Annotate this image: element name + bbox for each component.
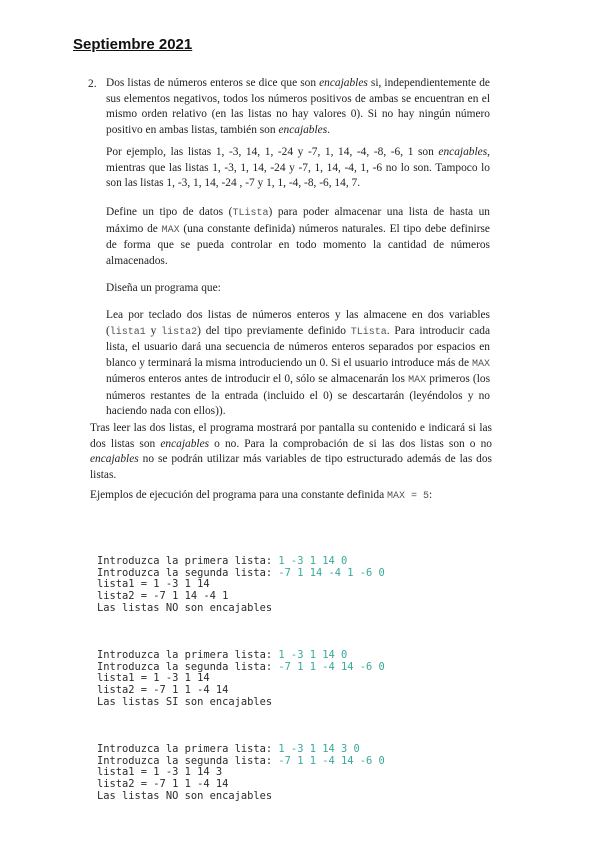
paragraph-definition: Dos listas de números enteros se dice que son encajables si, independientemente de sus elementos negativos, todos los números positivos de ambas se encuentran en el mismo orden relativo (en las listas no hay valores 0). Si no hay ningún número positivo en ambas listas, también son encajables. [106,77,490,136]
paragraph-design: Diseña un programa que: [106,282,221,294]
page-title: Septiembre 2021 [73,36,193,53]
example-run-2: Introduzca la primera lista: 1 -3 1 14 0 Introduzca la segunda lista: -7 1 1 -4 14 -6 0 lista1 = 1 -3 1 14 lista2 = -7 1 1 -4 14 Las listas SI son encajables [97,649,385,708]
paragraph-read-lists: Lea por teclado dos listas de números enteros y las almacene en dos variables (lista1 y lista2) del tipo previamente definido TLista. Para introducir cada lista, el usuario dará una secuencia de números enteros separados por espacios en blanco y terminará la misma introduciendo un 0. Si el usuario introduce más de MAX números enteros antes de introducir el 0, sólo se almacenarán los MAX primeros (los números restantes de la entrada (incluido el 0) se descartarán (leyéndolos y no haciendo nada con ellos)). [106,309,491,417]
paragraph-example: Por ejemplo, las listas 1, -3, 14, 1, -24 y -7, 1, 14, -4, -8, -6, 1 son encajables, mientras que las listas 1, -3, 1, 14, -24 y -7, 1, 14, -4, 1, -6 no lo son. Tampoco lo son las listas 1, -3, 1, 14, -24 , -7 y 1, 1, -4, -8, -6, 14, 7. [106,146,490,189]
paragraph-type-definition: Define un tipo de datos (TLista) para poder almacenar una lista de hasta un máximo de MAX (una constante definida) números naturales. El tipo debe definirse de forma que se pueda controlar en todo momento la cantidad de números almacenados. [106,206,490,267]
paragraph-examples-intro: Ejemplos de ejecución del programa para una constante definida MAX = 5: [90,489,433,502]
example-run-1: Introduzca la primera lista: 1 -3 1 14 0 Introduzca la segunda lista: -7 1 14 -4 1 -6 0 lista1 = 1 -3 1 14 lista2 = -7 1 14 -4 1 Las listas NO son encajables [97,555,385,614]
example-run-3: Introduzca la primera lista: 1 -3 1 14 3 0 Introduzca la segunda lista: -7 1 1 -4 14 -6 0 lista1 = 1 -3 1 14 3 lista2 = -7 1 1 -4 14 Las listas NO son encajables [97,743,385,802]
paragraph-output: Tras leer las dos listas, el programa mostrará por pantalla su contenido e indicará si las dos listas son encajables o no. Para la comprobación de si las dos listas son o no encajables no se podrán utilizar más variables de tipo estructurado además de las dos listas. [90,422,492,481]
problem-number: 2. [88,78,97,90]
